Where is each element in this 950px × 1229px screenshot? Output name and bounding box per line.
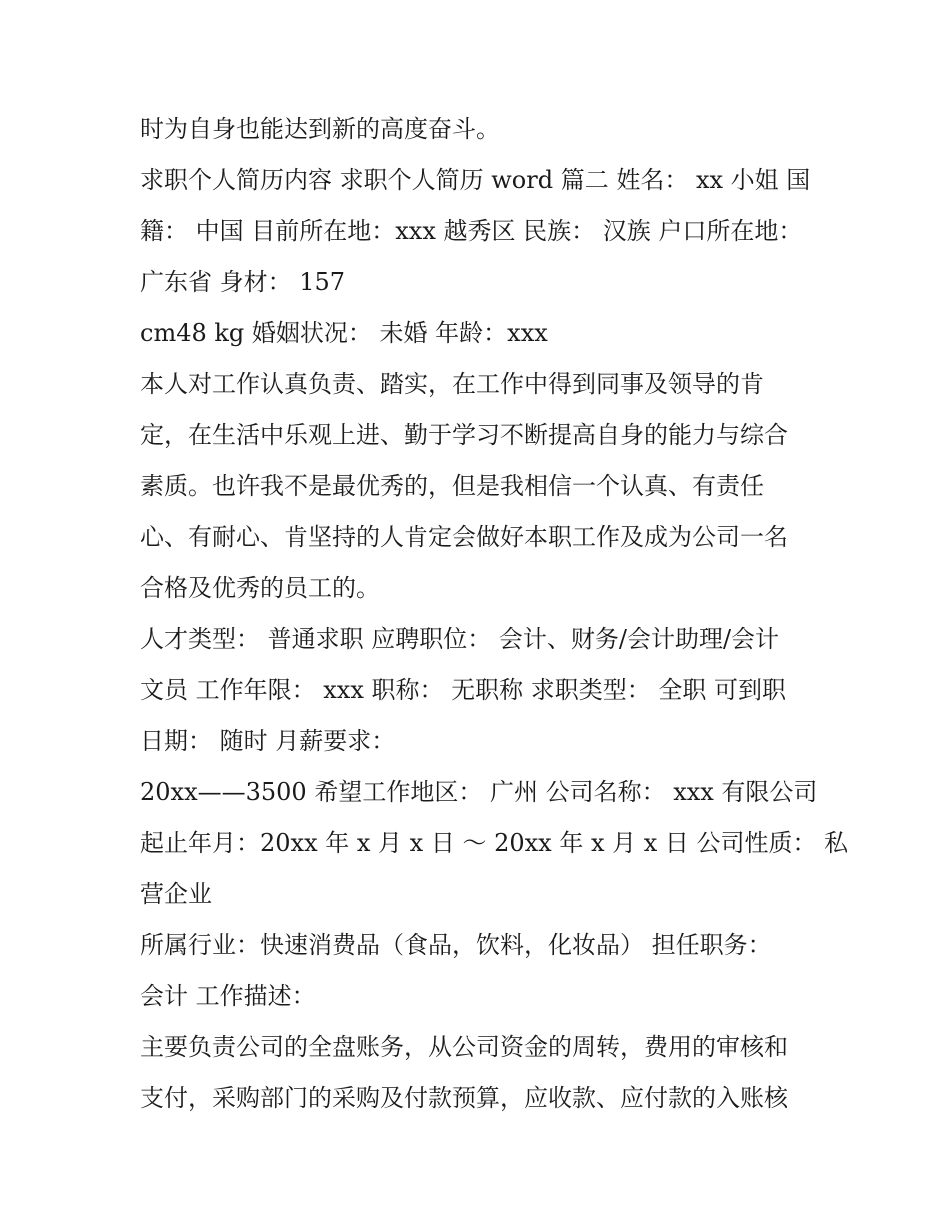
text-line: 起止年月：20xx 年 x 月 x 日 ～ 20xx 年 x 月 x 日 公司性质： 私 <box>140 829 849 857</box>
document-body <box>140 104 849 1124</box>
text-line: 20xx——3500 希望工作地区： 广州 公司名称： xxx 有限公司 <box>140 778 818 806</box>
text-line: 会计 工作描述： <box>140 982 316 1010</box>
text-line: 营企业 <box>140 880 212 908</box>
text-line: 合格及优秀的员工的。 <box>140 574 380 602</box>
text-line: 心、有耐心、肯坚持的人肯定会做好本职工作及成为公司一名 <box>140 523 788 551</box>
text-line: 支付，采购部门的采购及付款预算，应收款、应付款的入账核 <box>140 1084 788 1112</box>
text-line: 求职个人简历内容 求职个人简历 word 篇二 姓名： xx 小姐 国 <box>140 166 811 194</box>
text-line: 日期： 随时 月薪要求： <box>140 727 396 755</box>
text-line: 所属行业：快速消费品（食品，饮料，化妆品） 担任职务： <box>140 931 772 959</box>
text-line: 素质。也许我不是最优秀的，但是我相信一个认真、有责任 <box>140 472 764 500</box>
text-line: 本人对工作认真负责、踏实，在工作中得到同事及领导的肯 <box>140 370 764 398</box>
text-line: 籍： 中国 目前所在地：xxx 越秀区 民族： 汉族 户口所在地： <box>140 217 803 245</box>
text-line: 人才类型： 普通求职 应聘职位： 会计、财务/会计助理/会计 <box>140 625 780 653</box>
text-line: 主要负责公司的全盘账务，从公司资金的周转，费用的审核和 <box>140 1033 788 1061</box>
text-line: 广东省 身材： 157 <box>140 268 346 296</box>
text-line: 文员 工作年限： xxx 职称： 无职称 求职类型： 全职 可到职 <box>140 676 787 704</box>
text-line: 时为自身也能达到新的高度奋斗。 <box>140 115 500 143</box>
text-line: cm48 kg 婚姻状况： 未婚 年龄：xxx <box>140 319 548 347</box>
text-line: 定，在生活中乐观上进、勤于学习不断提高自身的能力与综合 <box>140 421 788 449</box>
